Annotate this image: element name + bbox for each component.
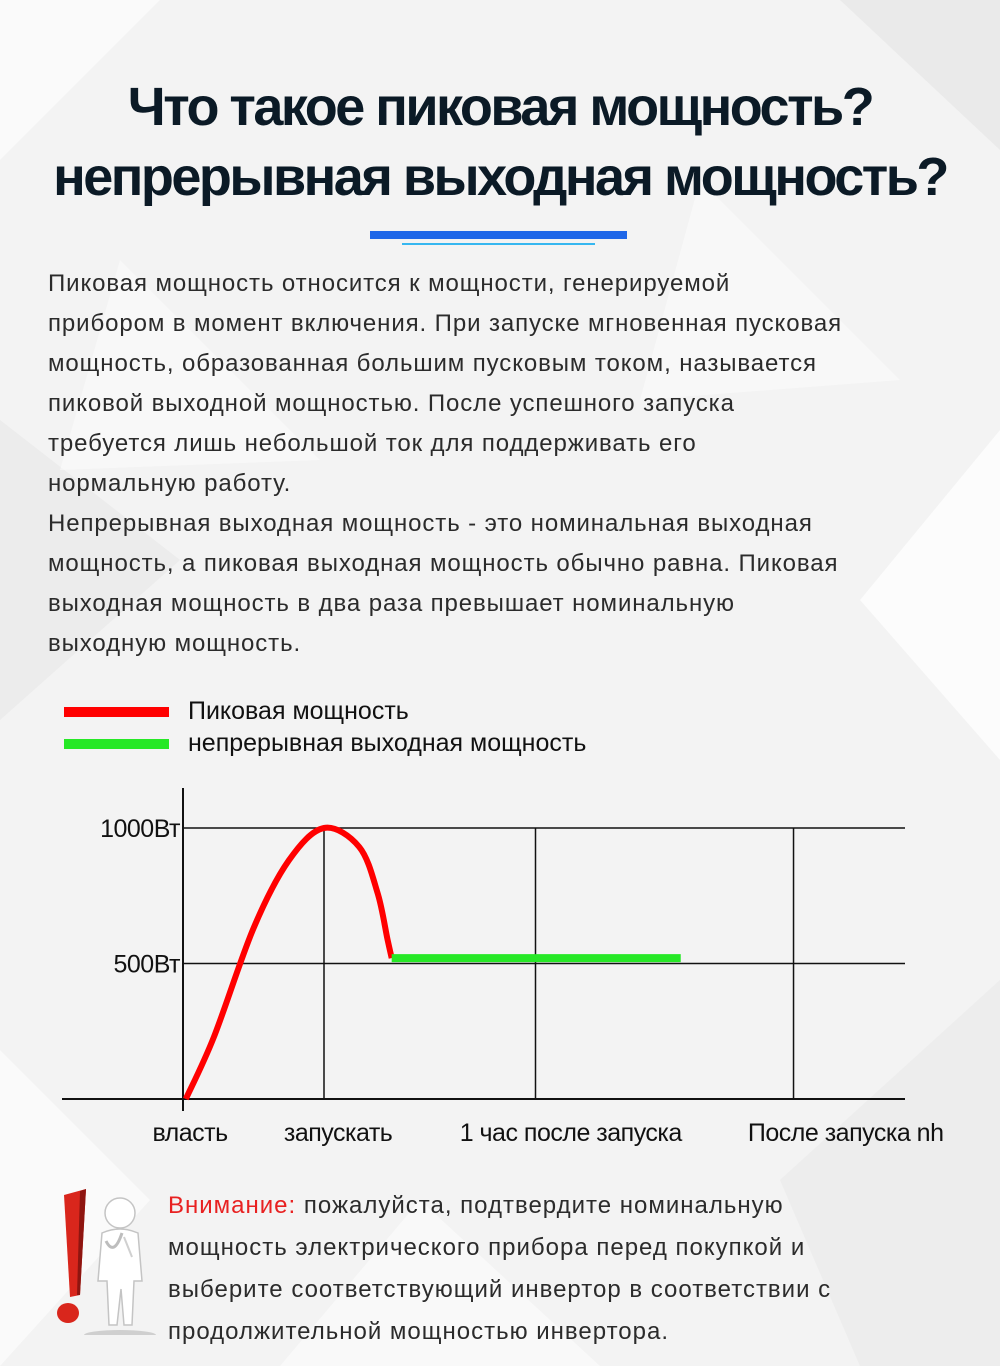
x-tick-label: запускать xyxy=(283,1119,393,1147)
intro-line: выходную мощность. xyxy=(48,630,302,657)
chart-axes xyxy=(62,788,905,1111)
y-tick-label: 1000Вт xyxy=(100,815,180,843)
legend-swatch-peak xyxy=(64,707,169,717)
warning-line-1 xyxy=(168,1185,988,1227)
y-tick-label: 500Вт xyxy=(113,950,180,979)
intro-line: Пиковая мощность относится к мощности, генерируемой xyxy=(48,270,731,297)
intro-line: пиковой выходной мощностью. После успешного запуска xyxy=(48,390,735,417)
legend-label-continuous: непрерывная выходная мощность xyxy=(188,729,587,757)
intro-line: выходная мощность в два раза превышает номинальную xyxy=(48,590,735,617)
title-line-2: непрерывная выходная мощность? xyxy=(53,147,947,207)
title-line-1: Что такое пиковая мощность? xyxy=(127,77,873,137)
x-tick-label: 1 час после запуска xyxy=(459,1119,682,1147)
page-title xyxy=(0,72,1000,212)
x-tick-label: власть xyxy=(152,1119,228,1147)
x-tick-label: После запуска nh xyxy=(747,1119,944,1147)
warning-line: выберите соответствующий инвертор в соответствии с xyxy=(168,1276,832,1303)
warning-line: продолжительной мощностью инвертора. xyxy=(168,1318,670,1345)
intro-text xyxy=(48,264,978,664)
warning-label: Внимание: xyxy=(168,1192,297,1219)
warning-figure-icon xyxy=(50,1185,160,1335)
intro-line: требуется лишь небольшой ток для поддерживать его xyxy=(48,430,697,457)
intro-line: мощность, образованная большим пусковым током, называется xyxy=(48,350,817,377)
intro-line: прибором в момент включения. При запуске мгновенная пусковая xyxy=(48,310,842,337)
warning-line: пожалуйста, подтвердите номинальную xyxy=(296,1192,784,1219)
title-underline xyxy=(370,231,627,239)
chart-grid xyxy=(183,828,905,1099)
warning-text xyxy=(168,1185,988,1353)
power-chart xyxy=(0,770,1000,1170)
intro-line: Непрерывная выходная мощность - это номинальная выходная xyxy=(48,510,813,537)
intro-line: мощность, а пиковая выходная мощность обычно равна. Пиковая xyxy=(48,550,839,577)
title-underline-thin xyxy=(402,243,595,245)
legend-label-peak: Пиковая мощность xyxy=(188,697,409,725)
legend-swatch-continuous xyxy=(64,739,169,749)
warning-line: мощность электрического прибора перед покупкой и xyxy=(168,1234,806,1261)
intro-line: нормальную работу. xyxy=(48,470,292,497)
chart-labels xyxy=(100,815,943,1147)
